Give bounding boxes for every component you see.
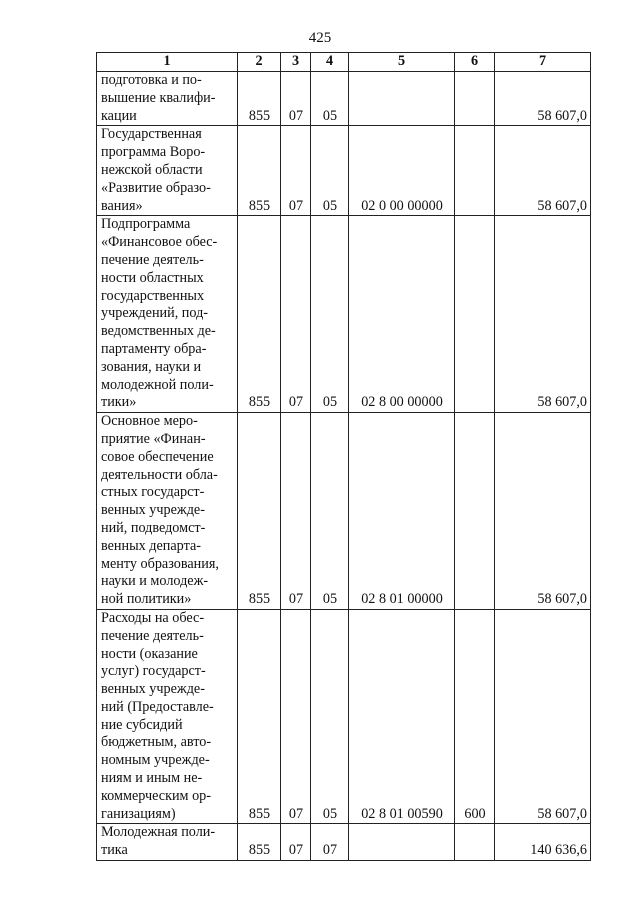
expense-type-code (455, 824, 495, 861)
page-number: 425 (308, 30, 332, 46)
column-header: 6 (455, 53, 495, 72)
target-article-code: 02 0 00 00000 (349, 126, 455, 216)
table-row (97, 72, 591, 126)
subsection-code: 05 (311, 126, 349, 216)
table-row (97, 126, 591, 216)
section-code: 07 (281, 126, 311, 216)
grbs-code: 855 (238, 72, 281, 126)
budget-table (96, 52, 591, 861)
table-row (97, 216, 591, 413)
item-name: Подпрограмма «Финансовое обес- печение деятель- ности областных государственных учреждений, под- ведомственных де- партаменту обра- зования, науки и молодежной поли- тики» (97, 216, 238, 413)
section-code: 07 (281, 824, 311, 861)
target-article-code: 02 8 01 00000 (349, 413, 455, 610)
column-header: 1 (97, 53, 238, 72)
amount: 58 607,0 (495, 126, 591, 216)
expense-type-code (455, 126, 495, 216)
table-row (97, 824, 591, 861)
section-code: 07 (281, 216, 311, 413)
column-header: 5 (349, 53, 455, 72)
amount: 58 607,0 (495, 72, 591, 126)
column-header: 4 (311, 53, 349, 72)
expense-type-code (455, 216, 495, 413)
subsection-code: 05 (311, 72, 349, 126)
expense-type-code (455, 72, 495, 126)
section-code: 07 (281, 609, 311, 824)
expense-type-code (455, 413, 495, 610)
target-article-code: 02 8 00 00000 (349, 216, 455, 413)
amount: 58 607,0 (495, 609, 591, 824)
grbs-code: 855 (238, 824, 281, 861)
expense-type-code: 600 (455, 609, 495, 824)
subsection-code: 07 (311, 824, 349, 861)
column-header: 7 (495, 53, 591, 72)
table-header-row (97, 53, 591, 72)
grbs-code: 855 (238, 413, 281, 610)
item-name: Молодежная поли- тика (97, 824, 238, 861)
column-header: 3 (281, 53, 311, 72)
amount: 140 636,6 (495, 824, 591, 861)
subsection-code: 05 (311, 413, 349, 610)
amount: 58 607,0 (495, 413, 591, 610)
subsection-code: 05 (311, 609, 349, 824)
column-header: 2 (238, 53, 281, 72)
grbs-code: 855 (238, 609, 281, 824)
amount: 58 607,0 (495, 216, 591, 413)
item-name: Государственная программа Воро- нежской области «Развитие образо- вания» (97, 126, 238, 216)
section-code: 07 (281, 413, 311, 610)
item-name: Основное меро- приятие «Финан- совое обеспечение деятельности обла- стных государст- венных учрежде- ний, подведомст- венных департа- менту образования, науки и молодеж- ной политики» (97, 413, 238, 610)
section-code: 07 (281, 72, 311, 126)
table-row (97, 413, 591, 610)
target-article-code (349, 72, 455, 126)
item-name: подготовка и по- вышение квалифи- кации (97, 72, 238, 126)
grbs-code: 855 (238, 126, 281, 216)
grbs-code: 855 (238, 216, 281, 413)
target-article-code (349, 824, 455, 861)
item-name: Расходы на обес- печение деятель- ности (оказание услуг) государст- венных учрежде- ний (Предоставле- ние субсидий бюджетным, авто- номным учрежде- ниям и иным не- коммерческим ор- ганизациям) (97, 609, 238, 824)
subsection-code: 05 (311, 216, 349, 413)
target-article-code: 02 8 01 00590 (349, 609, 455, 824)
table-row (97, 609, 591, 824)
